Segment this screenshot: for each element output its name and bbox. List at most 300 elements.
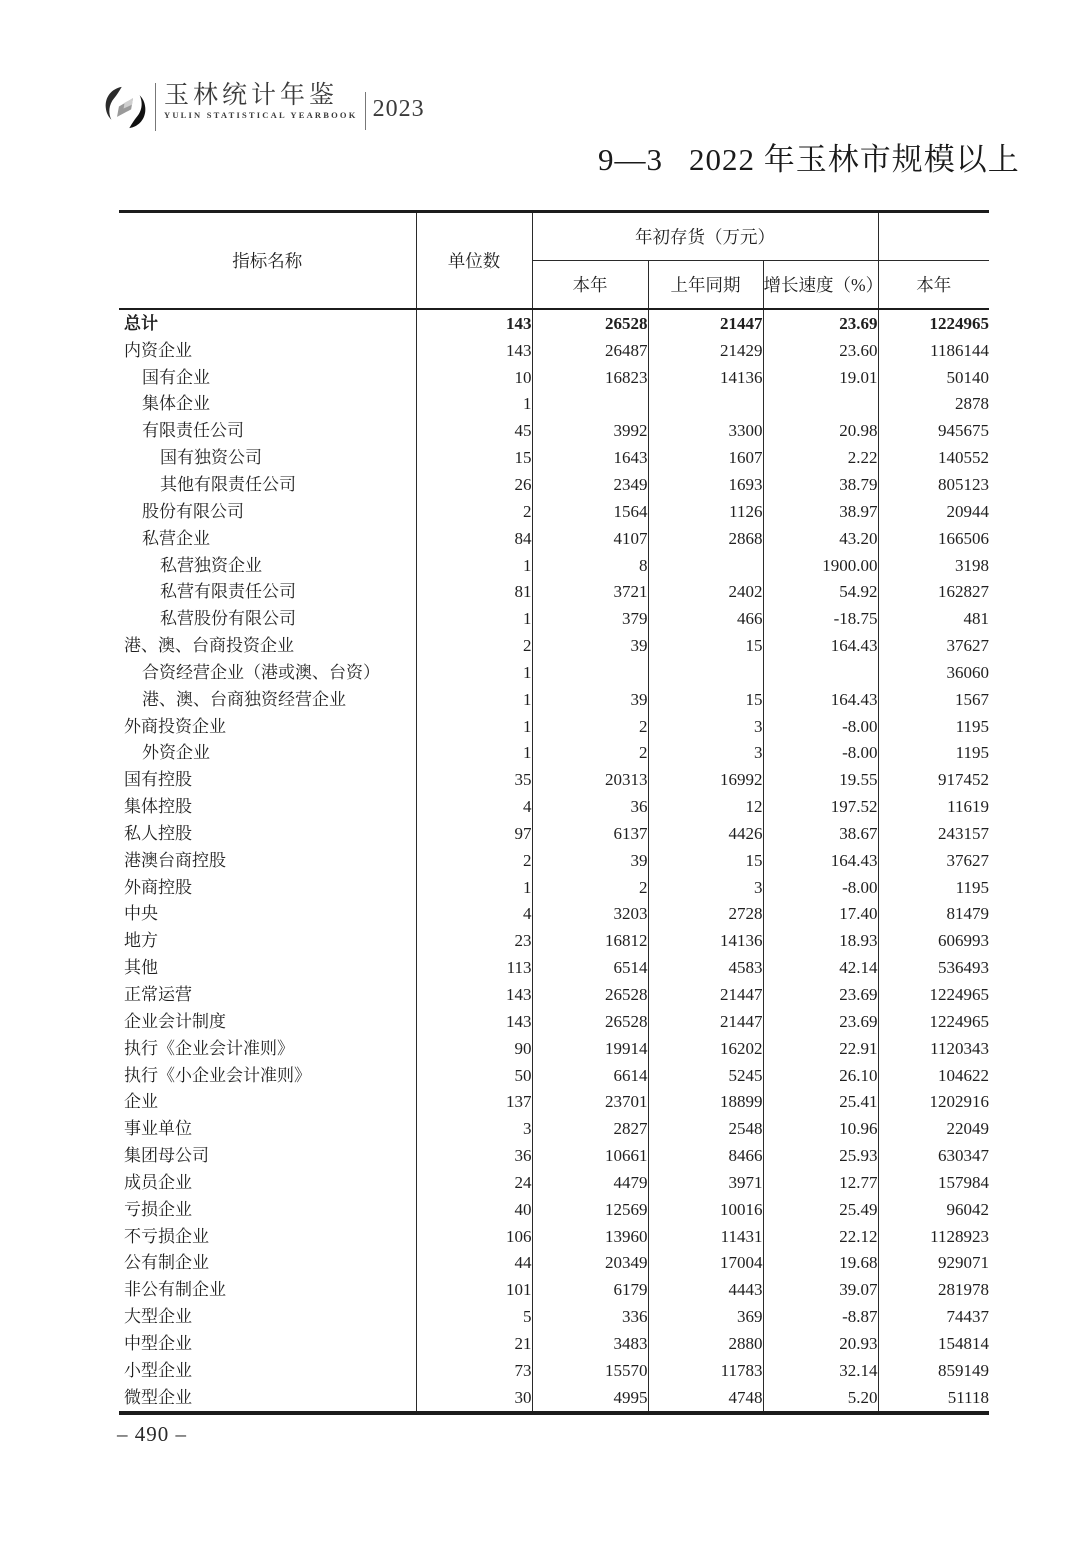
inventory-current-cell: 336 xyxy=(532,1303,648,1330)
inventory-prev-cell: 16992 xyxy=(648,766,763,793)
indicator-cell: 公有制企业 xyxy=(119,1250,416,1277)
next-group-current-cell: 929071 xyxy=(938,1253,989,1273)
next-group-current-cell: 22049 xyxy=(946,1119,989,1139)
table-title xyxy=(598,134,1020,179)
inventory-current-cell: 13960 xyxy=(532,1223,648,1250)
units-cell: 21 xyxy=(416,1330,532,1357)
table-row xyxy=(119,498,989,525)
growth-cell: 20.93 xyxy=(763,1330,878,1357)
table-row xyxy=(119,1223,989,1250)
units-cell: 35 xyxy=(416,766,532,793)
table-row xyxy=(119,713,989,740)
table-row xyxy=(119,874,989,901)
indicator-cell: 非公有制企业 xyxy=(119,1276,416,1303)
next-group-current-cell: 2878 xyxy=(955,394,989,414)
indicator-cell: 其他 xyxy=(119,954,416,981)
growth-cell: 10.96 xyxy=(763,1115,878,1142)
units-cell: 1 xyxy=(416,740,532,767)
brand-year: 2023 xyxy=(372,96,425,122)
header-units: 单位数 xyxy=(416,212,532,310)
units-cell: 1 xyxy=(416,391,532,418)
units-cell: 36 xyxy=(416,1142,532,1169)
units-cell: 101 xyxy=(416,1276,532,1303)
inventory-current-cell: 20349 xyxy=(532,1250,648,1277)
inventory-prev-cell: 21429 xyxy=(648,337,763,364)
inventory-prev-cell xyxy=(648,659,763,686)
indicator-cell: 港澳台商控股 xyxy=(119,847,416,874)
units-cell: 26 xyxy=(416,471,532,498)
table-row xyxy=(119,1088,989,1115)
header-growth-rate: 增长速度（%） xyxy=(763,261,878,310)
page-number: – 490 – xyxy=(117,1422,187,1446)
table-row xyxy=(119,391,989,418)
inventory-prev-cell: 4426 xyxy=(648,820,763,847)
units-cell: 44 xyxy=(416,1250,532,1277)
table-row xyxy=(119,444,989,471)
units-cell: 1 xyxy=(416,713,532,740)
next-group-current-cell: 536493 xyxy=(938,958,989,978)
indicator-cell: 国有独资公司 xyxy=(119,444,416,471)
inventory-current-cell xyxy=(532,391,648,418)
indicator-cell: 其他有限责任公司 xyxy=(119,471,416,498)
table-section-number: 9—3 xyxy=(598,142,663,177)
inventory-prev-cell: 4443 xyxy=(648,1276,763,1303)
next-group-current-cell: 1186144 xyxy=(930,340,989,360)
growth-cell: 38.67 xyxy=(763,820,878,847)
inventory-current-cell: 16812 xyxy=(532,927,648,954)
units-cell: 23 xyxy=(416,927,532,954)
growth-cell: 164.43 xyxy=(763,847,878,874)
inventory-current-cell: 8 xyxy=(532,552,648,579)
next-group-current-cell: 3198 xyxy=(955,555,989,575)
inventory-current-cell: 1643 xyxy=(532,444,648,471)
table-row xyxy=(119,525,989,552)
inventory-current-cell: 1564 xyxy=(532,498,648,525)
header-indicator: 指标名称 xyxy=(119,212,416,310)
units-cell: 113 xyxy=(416,954,532,981)
table-row xyxy=(119,1035,989,1062)
table-row xyxy=(119,1357,989,1384)
inventory-prev-cell: 21447 xyxy=(648,981,763,1008)
indicator-cell: 执行《小企业会计准则》 xyxy=(119,1062,416,1089)
indicator-cell: 集体企业 xyxy=(119,391,416,418)
indicator-cell: 私营股份有限公司 xyxy=(119,605,416,632)
units-cell: 50 xyxy=(416,1062,532,1089)
next-group-current-cell: 11619 xyxy=(947,797,989,817)
indicator-cell: 大型企业 xyxy=(119,1303,416,1330)
inventory-current-cell: 39 xyxy=(532,686,648,713)
growth-cell xyxy=(763,659,878,686)
brand-text xyxy=(164,82,358,121)
indicator-cell: 执行《企业会计准则》 xyxy=(119,1035,416,1062)
units-cell: 106 xyxy=(416,1223,532,1250)
yearbook-brand xyxy=(102,82,425,131)
inventory-current-cell: 3992 xyxy=(532,417,648,444)
next-group-current-cell: 805123 xyxy=(938,474,989,494)
inventory-current-cell: 26528 xyxy=(532,1008,648,1035)
indicator-cell: 国有控股 xyxy=(119,766,416,793)
inventory-prev-cell: 2880 xyxy=(648,1330,763,1357)
table-title-text: 2022 年玉林市规模以上 xyxy=(689,142,1020,177)
inventory-prev-cell: 4583 xyxy=(648,954,763,981)
indicator-cell: 私营独资企业 xyxy=(119,552,416,579)
inventory-prev-cell: 3971 xyxy=(648,1169,763,1196)
growth-cell: 43.20 xyxy=(763,525,878,552)
units-cell: 81 xyxy=(416,578,532,605)
growth-cell: 19.68 xyxy=(763,1250,878,1277)
table-row xyxy=(119,659,989,686)
growth-cell: 12.77 xyxy=(763,1169,878,1196)
table-row xyxy=(119,766,989,793)
indicator-cell: 微型企业 xyxy=(119,1384,416,1413)
header-current-year: 本年 xyxy=(532,261,648,310)
inventory-prev-cell: 3 xyxy=(648,874,763,901)
units-cell: 143 xyxy=(416,337,532,364)
inventory-prev-cell: 3300 xyxy=(648,417,763,444)
growth-cell: 25.49 xyxy=(763,1196,878,1223)
inventory-current-cell: 6614 xyxy=(532,1062,648,1089)
inventory-current-cell: 16823 xyxy=(532,364,648,391)
indicator-cell: 港、澳、台商投资企业 xyxy=(119,632,416,659)
indicator-cell: 正常运营 xyxy=(119,981,416,1008)
inventory-prev-cell: 14136 xyxy=(648,364,763,391)
growth-cell: 23.69 xyxy=(763,981,878,1008)
next-group-current-cell: 1224965 xyxy=(929,1011,989,1031)
units-cell: 1 xyxy=(416,874,532,901)
table-row xyxy=(119,1303,989,1330)
table-row xyxy=(119,901,989,928)
inventory-current-cell: 36 xyxy=(532,793,648,820)
brand-title-cn: 玉林统计年鉴 xyxy=(164,82,339,109)
next-group-current-cell: 281978 xyxy=(938,1280,989,1300)
inventory-current-cell: 3203 xyxy=(532,901,648,928)
next-group-current-cell: 166506 xyxy=(938,528,989,548)
growth-cell: 5.20 xyxy=(763,1384,878,1413)
growth-cell: 23.69 xyxy=(763,1008,878,1035)
inventory-prev-cell: 466 xyxy=(648,605,763,632)
table-row xyxy=(119,417,989,444)
indicator-cell: 合资经营企业（港或澳、台资） xyxy=(119,659,416,686)
table-row xyxy=(119,1169,989,1196)
next-group-current-cell: 859149 xyxy=(938,1360,989,1380)
table-row xyxy=(119,632,989,659)
inventory-current-cell: 2 xyxy=(532,740,648,767)
units-cell: 10 xyxy=(416,364,532,391)
units-cell: 5 xyxy=(416,1303,532,1330)
units-cell: 90 xyxy=(416,1035,532,1062)
indicator-cell: 成员企业 xyxy=(119,1169,416,1196)
units-cell: 3 xyxy=(416,1115,532,1142)
header-last-current-year: 本年 xyxy=(916,275,952,295)
table-row xyxy=(119,1196,989,1223)
growth-cell: -18.75 xyxy=(763,605,878,632)
table-header xyxy=(119,212,989,310)
units-cell: 1 xyxy=(416,659,532,686)
next-group-current-cell: 81479 xyxy=(946,904,989,924)
next-group-current-cell: 243157 xyxy=(938,823,989,843)
inventory-current-cell: 6514 xyxy=(532,954,648,981)
inventory-prev-cell: 17004 xyxy=(648,1250,763,1277)
table-row xyxy=(119,1276,989,1303)
inventory-prev-cell: 4748 xyxy=(648,1384,763,1413)
inventory-prev-cell xyxy=(648,391,763,418)
inventory-prev-cell: 18899 xyxy=(648,1088,763,1115)
units-cell: 40 xyxy=(416,1196,532,1223)
growth-cell: 54.92 xyxy=(763,578,878,605)
indicator-cell: 有限责任公司 xyxy=(119,417,416,444)
growth-cell: 19.01 xyxy=(763,364,878,391)
indicator-cell: 股份有限公司 xyxy=(119,498,416,525)
header-next-group-spacer xyxy=(878,212,989,261)
inventory-current-cell: 26528 xyxy=(532,309,648,337)
growth-cell: 22.91 xyxy=(763,1035,878,1062)
next-group-current-cell: 630347 xyxy=(938,1146,989,1166)
inventory-current-cell: 4479 xyxy=(532,1169,648,1196)
inventory-prev-cell: 21447 xyxy=(648,1008,763,1035)
indicator-cell: 中央 xyxy=(119,901,416,928)
growth-cell xyxy=(763,391,878,418)
table-row xyxy=(119,1008,989,1035)
growth-cell: 23.60 xyxy=(763,337,878,364)
growth-cell: 23.69 xyxy=(763,309,878,337)
next-group-current-cell: 1567 xyxy=(955,689,989,709)
inventory-prev-cell: 2402 xyxy=(648,578,763,605)
table-row xyxy=(119,364,989,391)
units-cell: 4 xyxy=(416,793,532,820)
table-body xyxy=(119,309,989,1413)
inventory-prev-cell: 3 xyxy=(648,713,763,740)
next-group-current-cell: 1128923 xyxy=(930,1226,989,1246)
next-group-current-cell: 50140 xyxy=(946,367,989,387)
inventory-current-cell: 26487 xyxy=(532,337,648,364)
next-group-current-cell: 1224965 xyxy=(929,313,989,333)
indicator-cell: 总计 xyxy=(119,309,416,337)
units-cell: 73 xyxy=(416,1357,532,1384)
inventory-prev-cell xyxy=(648,552,763,579)
indicator-cell: 外商控股 xyxy=(119,874,416,901)
next-group-current-cell: 1195 xyxy=(955,716,989,736)
next-group-current-cell: 1195 xyxy=(955,743,989,763)
inventory-prev-cell: 1693 xyxy=(648,471,763,498)
inventory-prev-cell: 2868 xyxy=(648,525,763,552)
brand-title-en: YULIN STATISTICAL YEARBOOK xyxy=(164,110,358,120)
growth-cell: -8.00 xyxy=(763,713,878,740)
table-row xyxy=(119,1062,989,1089)
header-inventory-group: 年初存货（万元） xyxy=(532,212,878,261)
indicator-cell: 小型企业 xyxy=(119,1357,416,1384)
next-group-current-cell: 51118 xyxy=(947,1387,989,1407)
units-cell: 2 xyxy=(416,847,532,874)
growth-cell: 38.79 xyxy=(763,471,878,498)
inventory-current-cell: 20313 xyxy=(532,766,648,793)
next-group-current-cell: 1120343 xyxy=(930,1038,989,1058)
growth-cell: 25.93 xyxy=(763,1142,878,1169)
inventory-prev-cell: 15 xyxy=(648,847,763,874)
indicator-cell: 外资企业 xyxy=(119,740,416,767)
units-cell: 1 xyxy=(416,686,532,713)
indicator-cell: 亏损企业 xyxy=(119,1196,416,1223)
growth-cell: 32.14 xyxy=(763,1357,878,1384)
inventory-prev-cell: 1607 xyxy=(648,444,763,471)
inventory-current-cell: 3483 xyxy=(532,1330,648,1357)
inventory-current-cell: 26528 xyxy=(532,981,648,1008)
next-group-current-cell: 96042 xyxy=(946,1199,989,1219)
indicator-cell: 地方 xyxy=(119,927,416,954)
statistics-table xyxy=(119,210,989,1415)
units-cell: 30 xyxy=(416,1384,532,1413)
inventory-current-cell: 2349 xyxy=(532,471,648,498)
brand-divider xyxy=(365,92,366,130)
indicator-cell: 私营企业 xyxy=(119,525,416,552)
inventory-current-cell: 4107 xyxy=(532,525,648,552)
units-cell: 2 xyxy=(416,632,532,659)
growth-cell: 164.43 xyxy=(763,686,878,713)
table-row xyxy=(119,1250,989,1277)
growth-cell: 19.55 xyxy=(763,766,878,793)
indicator-cell: 私营有限责任公司 xyxy=(119,578,416,605)
indicator-cell: 中型企业 xyxy=(119,1330,416,1357)
indicator-cell: 企业会计制度 xyxy=(119,1008,416,1035)
inventory-current-cell: 12569 xyxy=(532,1196,648,1223)
table-row xyxy=(119,1330,989,1357)
next-group-current-cell: 154814 xyxy=(938,1333,989,1353)
inventory-current-cell: 23701 xyxy=(532,1088,648,1115)
growth-cell: 1900.00 xyxy=(763,552,878,579)
indicator-cell: 集体控股 xyxy=(119,793,416,820)
units-cell: 2 xyxy=(416,498,532,525)
next-group-current-cell: 917452 xyxy=(938,770,989,790)
growth-cell: 17.40 xyxy=(763,901,878,928)
table-row xyxy=(119,981,989,1008)
inventory-prev-cell: 3 xyxy=(648,740,763,767)
next-group-current-cell: 1224965 xyxy=(929,985,989,1005)
inventory-prev-cell: 8466 xyxy=(648,1142,763,1169)
inventory-current-cell: 2 xyxy=(532,713,648,740)
indicator-cell: 私人控股 xyxy=(119,820,416,847)
inventory-prev-cell: 369 xyxy=(648,1303,763,1330)
growth-cell: 25.41 xyxy=(763,1088,878,1115)
inventory-current-cell: 3721 xyxy=(532,578,648,605)
inventory-prev-cell: 15 xyxy=(648,632,763,659)
next-group-current-cell: 162827 xyxy=(938,582,989,602)
next-group-current-cell: 20944 xyxy=(946,501,989,521)
growth-cell: -8.00 xyxy=(763,874,878,901)
yearbook-logo-icon xyxy=(102,84,149,131)
indicator-cell: 企业 xyxy=(119,1088,416,1115)
inventory-current-cell: 2827 xyxy=(532,1115,648,1142)
inventory-prev-cell: 11431 xyxy=(648,1223,763,1250)
inventory-current-cell: 39 xyxy=(532,847,648,874)
indicator-cell: 港、澳、台商独资经营企业 xyxy=(119,686,416,713)
table-row xyxy=(119,847,989,874)
units-cell: 4 xyxy=(416,901,532,928)
units-cell: 143 xyxy=(416,981,532,1008)
next-group-current-cell: 74437 xyxy=(946,1307,989,1327)
inventory-prev-cell: 15 xyxy=(648,686,763,713)
table-row xyxy=(119,552,989,579)
growth-cell: -8.87 xyxy=(763,1303,878,1330)
next-group-current-cell: 481 xyxy=(963,609,989,629)
inventory-prev-cell: 12 xyxy=(648,793,763,820)
growth-cell: 18.93 xyxy=(763,927,878,954)
inventory-current-cell: 39 xyxy=(532,632,648,659)
next-group-current-cell: 606993 xyxy=(938,931,989,951)
growth-cell: 2.22 xyxy=(763,444,878,471)
units-cell: 84 xyxy=(416,525,532,552)
units-cell: 45 xyxy=(416,417,532,444)
next-group-current-cell: 37627 xyxy=(946,850,989,870)
inventory-current-cell: 2 xyxy=(532,874,648,901)
table-row xyxy=(119,954,989,981)
indicator-cell: 集团母公司 xyxy=(119,1142,416,1169)
inventory-prev-cell: 5245 xyxy=(648,1062,763,1089)
indicator-cell: 外商投资企业 xyxy=(119,713,416,740)
inventory-current-cell: 4995 xyxy=(532,1384,648,1413)
table-row xyxy=(119,1115,989,1142)
table-row xyxy=(119,578,989,605)
table-row xyxy=(119,337,989,364)
inventory-current-cell: 15570 xyxy=(532,1357,648,1384)
table-row xyxy=(119,820,989,847)
header-prev-year: 上年同期 xyxy=(648,261,763,310)
growth-cell: 164.43 xyxy=(763,632,878,659)
inventory-current-cell: 6137 xyxy=(532,820,648,847)
growth-cell: 38.97 xyxy=(763,498,878,525)
table-row xyxy=(119,793,989,820)
inventory-prev-cell: 21447 xyxy=(648,309,763,337)
next-group-current-cell: 36060 xyxy=(946,662,989,682)
next-group-current-cell: 104622 xyxy=(938,1065,989,1085)
inventory-prev-cell: 2548 xyxy=(648,1115,763,1142)
inventory-prev-cell: 2728 xyxy=(648,901,763,928)
inventory-prev-cell: 16202 xyxy=(648,1035,763,1062)
next-group-current-cell: 945675 xyxy=(938,421,989,441)
inventory-current-cell: 19914 xyxy=(532,1035,648,1062)
indicator-cell: 事业单位 xyxy=(119,1115,416,1142)
next-group-current-cell: 1195 xyxy=(955,877,989,897)
inventory-current-cell: 6179 xyxy=(532,1276,648,1303)
table-row xyxy=(119,1142,989,1169)
units-cell: 1 xyxy=(416,552,532,579)
table-row xyxy=(119,471,989,498)
table-row xyxy=(119,605,989,632)
indicator-cell: 内资企业 xyxy=(119,337,416,364)
next-group-current-cell: 157984 xyxy=(938,1172,989,1192)
units-cell: 137 xyxy=(416,1088,532,1115)
table-row xyxy=(119,309,989,337)
units-cell: 143 xyxy=(416,1008,532,1035)
inventory-prev-cell: 1126 xyxy=(648,498,763,525)
growth-cell: 22.12 xyxy=(763,1223,878,1250)
units-cell: 1 xyxy=(416,605,532,632)
growth-cell: 197.52 xyxy=(763,793,878,820)
inventory-prev-cell: 11783 xyxy=(648,1357,763,1384)
units-cell: 24 xyxy=(416,1169,532,1196)
growth-cell: 42.14 xyxy=(763,954,878,981)
table-row xyxy=(119,740,989,767)
indicator-cell: 不亏损企业 xyxy=(119,1223,416,1250)
next-group-current-cell: 140552 xyxy=(938,448,989,468)
units-cell: 15 xyxy=(416,444,532,471)
inventory-prev-cell: 10016 xyxy=(648,1196,763,1223)
growth-cell: -8.00 xyxy=(763,740,878,767)
table-row xyxy=(119,686,989,713)
growth-cell: 26.10 xyxy=(763,1062,878,1089)
inventory-prev-cell: 14136 xyxy=(648,927,763,954)
growth-cell: 39.07 xyxy=(763,1276,878,1303)
table-row xyxy=(119,1384,989,1413)
inventory-current-cell xyxy=(532,659,648,686)
